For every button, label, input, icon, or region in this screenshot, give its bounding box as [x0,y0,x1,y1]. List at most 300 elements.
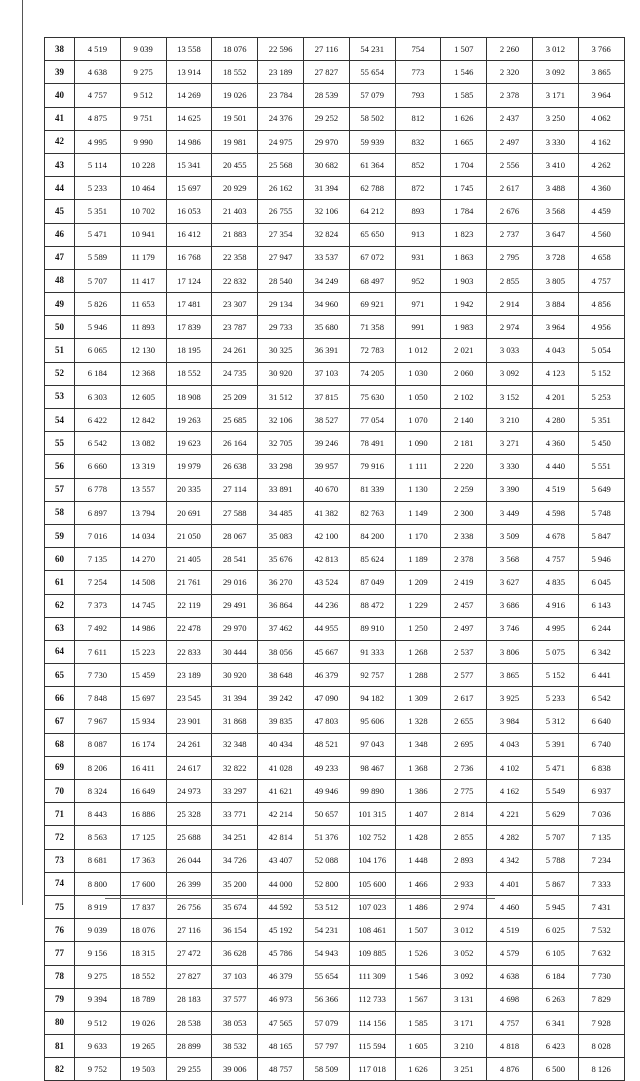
table-cell: 9 751 [120,107,166,130]
table-cell: 32 824 [303,223,349,246]
table-cell: 832 [395,130,441,153]
row-index-cell: 69 [45,756,75,779]
table-cell: 7 135 [578,826,624,849]
table-cell: 5 391 [532,733,578,756]
table-cell: 114 156 [349,1011,395,1034]
table-cell: 3 806 [487,640,533,663]
table-cell: 4 876 [487,1058,533,1081]
table-cell: 5 946 [75,316,121,339]
table-cell: 16 174 [120,733,166,756]
table-cell: 20 691 [166,501,212,524]
row-index-cell: 39 [45,61,75,84]
table-cell: 13 914 [166,61,212,84]
table-cell: 4 519 [487,919,533,942]
table-cell: 22 596 [258,38,304,61]
table-cell: 37 103 [212,965,258,988]
table-row [45,803,625,826]
table-cell: 7 016 [75,524,121,547]
table-cell: 11 179 [120,246,166,269]
table-cell: 25 209 [212,385,258,408]
table-cell: 1 130 [395,478,441,501]
table-cell: 1 704 [441,153,487,176]
table-cell: 20 455 [212,153,258,176]
table-cell: 41 028 [258,756,304,779]
table-cell: 35 674 [212,895,258,918]
table-cell: 39 242 [258,687,304,710]
table-cell: 48 521 [303,733,349,756]
table-cell: 6 184 [75,362,121,385]
table-cell: 4 162 [487,780,533,803]
table-cell: 37 815 [303,385,349,408]
table-cell: 3 271 [487,432,533,455]
table-cell: 34 249 [303,269,349,292]
table-cell: 2 795 [487,246,533,269]
table-cell: 34 726 [212,849,258,872]
table-cell: 6 441 [578,664,624,687]
table-cell: 29 491 [212,594,258,617]
table-cell: 27 354 [258,223,304,246]
table-cell: 3 568 [532,200,578,223]
table-cell: 54 231 [349,38,395,61]
table-cell: 1 448 [395,849,441,872]
table-cell: 14 745 [120,594,166,617]
table-cell: 2 437 [487,107,533,130]
table-cell: 15 223 [120,640,166,663]
table-cell: 32 106 [258,409,304,432]
table-cell: 5 788 [532,849,578,872]
table-cell: 13 794 [120,501,166,524]
table-row [45,362,625,385]
table-cell: 16 649 [120,780,166,803]
table-cell: 16 412 [166,223,212,246]
table-cell: 78 491 [349,432,395,455]
table-cell: 58 509 [303,1058,349,1081]
table-cell: 4 043 [532,339,578,362]
table-cell: 57 797 [303,1035,349,1058]
table-cell: 7 254 [75,571,121,594]
row-index-cell: 38 [45,38,75,61]
table-cell: 1 030 [395,362,441,385]
table-row [45,548,625,571]
row-index-cell: 68 [45,733,75,756]
table-cell: 2 378 [487,84,533,107]
table-cell: 6 045 [578,571,624,594]
table-cell: 71 358 [349,316,395,339]
table-cell: 24 975 [258,130,304,153]
table-cell: 38 648 [258,664,304,687]
table-cell: 18 789 [120,988,166,1011]
table-cell: 1 486 [395,895,441,918]
table-row [45,988,625,1011]
row-index-cell: 57 [45,478,75,501]
table-cell: 33 537 [303,246,349,269]
table-cell: 6 342 [578,640,624,663]
table-cell: 3 152 [487,385,533,408]
row-index-cell: 70 [45,780,75,803]
table-cell: 29 016 [212,571,258,594]
table-cell: 23 787 [212,316,258,339]
table-cell: 2 338 [441,524,487,547]
table-cell: 17 125 [120,826,166,849]
table-cell: 30 682 [303,153,349,176]
table-cell: 4 062 [578,107,624,130]
table-cell: 1 229 [395,594,441,617]
table-cell: 4 262 [578,153,624,176]
table-cell: 5 253 [578,385,624,408]
table-cell: 793 [395,84,441,107]
table-cell: 7 036 [578,803,624,826]
table-cell: 11 653 [120,293,166,316]
table-cell: 4 519 [532,478,578,501]
table-cell: 4 519 [75,38,121,61]
table-cell: 1 507 [395,919,441,942]
table-cell: 49 946 [303,780,349,803]
table-cell: 43 524 [303,571,349,594]
table-cell: 29 970 [212,617,258,640]
table-cell: 2 617 [487,177,533,200]
table-cell: 2 220 [441,455,487,478]
table-cell: 17 839 [166,316,212,339]
table-cell: 913 [395,223,441,246]
table-cell: 3 509 [487,524,533,547]
table-cell: 2 378 [441,548,487,571]
row-index-cell: 51 [45,339,75,362]
table-cell: 117 018 [349,1058,395,1081]
table-cell: 9 990 [120,130,166,153]
table-cell: 91 333 [349,640,395,663]
table-cell: 1 111 [395,455,441,478]
table-cell: 102 752 [349,826,395,849]
table-cell: 2 320 [487,61,533,84]
table-cell: 17 363 [120,849,166,872]
table-cell: 19 265 [120,1035,166,1058]
table-cell: 3 746 [487,617,533,640]
table-cell: 6 778 [75,478,121,501]
table-row [45,200,625,223]
table-cell: 18 315 [120,942,166,965]
table-cell: 49 233 [303,756,349,779]
table-cell: 26 164 [212,432,258,455]
table-cell: 1 170 [395,524,441,547]
table-cell: 27 827 [303,61,349,84]
table-cell: 5 054 [578,339,624,362]
table-cell: 25 688 [166,826,212,849]
table-cell: 87 049 [349,571,395,594]
table-cell: 21 403 [212,200,258,223]
table-cell: 29 255 [166,1058,212,1081]
table-cell: 94 182 [349,687,395,710]
table-cell: 25 328 [166,803,212,826]
table-cell: 97 043 [349,733,395,756]
table-cell: 3 012 [532,38,578,61]
table-cell: 34 960 [303,293,349,316]
table-cell: 32 106 [303,200,349,223]
table-cell: 82 763 [349,501,395,524]
table-cell: 2 021 [441,339,487,362]
table-cell: 1 268 [395,640,441,663]
table-cell: 6 740 [578,733,624,756]
table-cell: 7 135 [75,548,121,571]
row-index-cell: 47 [45,246,75,269]
table-cell: 22 358 [212,246,258,269]
table-cell: 3 488 [532,177,578,200]
table-cell: 19 981 [212,130,258,153]
table-cell: 3 131 [441,988,487,1011]
table-cell: 2 102 [441,385,487,408]
table-cell: 13 319 [120,455,166,478]
table-cell: 3 092 [441,965,487,988]
table-cell: 28 183 [166,988,212,1011]
table-cell: 5 629 [532,803,578,826]
table-cell: 15 697 [120,687,166,710]
footer-rule [105,898,495,899]
row-index-cell: 76 [45,919,75,942]
table-cell: 39 006 [212,1058,258,1081]
table-cell: 8 206 [75,756,121,779]
table-row [45,478,625,501]
table-cell: 68 497 [349,269,395,292]
table-cell: 3 865 [487,664,533,687]
table-cell: 92 757 [349,664,395,687]
table-cell: 32 822 [212,756,258,779]
table-cell: 12 842 [120,409,166,432]
table-cell: 89 910 [349,617,395,640]
table-cell: 29 970 [303,130,349,153]
table-cell: 2 736 [441,756,487,779]
table-cell: 16 768 [166,246,212,269]
table-cell: 5 471 [532,756,578,779]
table-cell: 4 201 [532,385,578,408]
table-cell: 5 826 [75,293,121,316]
table-cell: 6 838 [578,756,624,779]
table-cell: 18 076 [212,38,258,61]
row-index-cell: 55 [45,432,75,455]
table-row [45,664,625,687]
table-cell: 14 269 [166,84,212,107]
table-cell: 34 251 [212,826,258,849]
table-cell: 6 244 [578,617,624,640]
table-cell: 28 067 [212,524,258,547]
table-cell: 32 348 [212,733,258,756]
table-cell: 16 411 [120,756,166,779]
table-cell: 16 886 [120,803,166,826]
table-cell: 31 512 [258,385,304,408]
table-cell: 5 152 [532,664,578,687]
table-cell: 29 252 [303,107,349,130]
table-cell: 40 434 [258,733,304,756]
table-cell: 38 532 [212,1035,258,1058]
table-cell: 5 351 [578,409,624,432]
table-cell: 37 462 [258,617,304,640]
table-cell: 25 685 [212,409,258,432]
table-cell: 6 897 [75,501,121,524]
table-cell: 1 386 [395,780,441,803]
table-cell: 5 114 [75,153,121,176]
table-cell: 10 941 [120,223,166,246]
table-cell: 15 697 [166,177,212,200]
table-cell: 65 650 [349,223,395,246]
row-index-cell: 52 [45,362,75,385]
table-cell: 9 512 [120,84,166,107]
row-index-cell: 78 [45,965,75,988]
row-index-cell: 71 [45,803,75,826]
table-cell: 1 466 [395,872,441,895]
table-cell: 3 805 [532,269,578,292]
table-cell: 28 899 [166,1035,212,1058]
table-row [45,107,625,130]
row-index-cell: 50 [45,316,75,339]
table-cell: 26 638 [212,455,258,478]
table-cell: 6 143 [578,594,624,617]
table-cell: 4 638 [75,61,121,84]
left-margin-rule [22,0,23,905]
table-cell: 27 588 [212,501,258,524]
table-cell: 26 755 [258,200,304,223]
table-cell: 10 228 [120,153,166,176]
table-cell: 31 394 [303,177,349,200]
table-cell: 2 259 [441,478,487,501]
table-cell: 2 140 [441,409,487,432]
row-index-cell: 44 [45,177,75,200]
table-row [45,409,625,432]
table-row [45,594,625,617]
table-cell: 22 833 [166,640,212,663]
table-cell: 18 908 [166,385,212,408]
table-cell: 19 026 [212,84,258,107]
table-cell: 1 149 [395,501,441,524]
table-row [45,1035,625,1058]
table-cell: 4 598 [532,501,578,524]
table-cell: 22 832 [212,269,258,292]
table-cell: 30 325 [258,339,304,362]
row-index-cell: 53 [45,385,75,408]
table-cell: 36 628 [212,942,258,965]
table-cell: 32 705 [258,432,304,455]
table-cell: 11 893 [120,316,166,339]
table-cell: 3 728 [532,246,578,269]
table-cell: 1 784 [441,200,487,223]
data-table [44,37,625,1081]
table-cell: 4 678 [532,524,578,547]
table-cell: 75 630 [349,385,395,408]
table-cell: 5 351 [75,200,121,223]
table-cell: 6 423 [532,1035,578,1058]
table-cell: 1 626 [395,1058,441,1081]
table-cell: 2 577 [441,664,487,687]
row-index-cell: 67 [45,710,75,733]
table-cell: 4 459 [578,200,624,223]
table-cell: 9 039 [120,38,166,61]
table-cell: 46 379 [258,965,304,988]
table-cell: 2 855 [487,269,533,292]
table-cell: 58 502 [349,107,395,130]
table-cell: 39 957 [303,455,349,478]
table-cell: 8 681 [75,849,121,872]
table-cell: 4 757 [487,1011,533,1034]
row-index-cell: 72 [45,826,75,849]
table-cell: 5 233 [75,177,121,200]
table-cell: 67 072 [349,246,395,269]
table-cell: 12 130 [120,339,166,362]
table-cell: 3 686 [487,594,533,617]
table-row [45,432,625,455]
table-cell: 4 757 [578,269,624,292]
table-cell: 2 617 [441,687,487,710]
table-cell: 7 234 [578,849,624,872]
table-cell: 38 053 [212,1011,258,1034]
table-cell: 6 065 [75,339,121,362]
table-cell: 1 585 [441,84,487,107]
table-cell: 14 986 [166,130,212,153]
table-cell: 81 339 [349,478,395,501]
table-cell: 3 884 [532,293,578,316]
table-cell: 5 847 [578,524,624,547]
table-cell: 21 050 [166,524,212,547]
table-cell: 3 627 [487,571,533,594]
table-row [45,965,625,988]
row-index-cell: 49 [45,293,75,316]
table-cell: 9 275 [120,61,166,84]
table-row [45,942,625,965]
table-cell: 1 348 [395,733,441,756]
table-cell: 2 181 [441,432,487,455]
table-cell: 9 752 [75,1058,121,1081]
table-row [45,687,625,710]
table-cell: 19 503 [120,1058,166,1081]
table-cell: 812 [395,107,441,130]
table-cell: 4 956 [578,316,624,339]
table-cell: 2 914 [487,293,533,316]
table-cell: 45 667 [303,640,349,663]
table-cell: 4 043 [487,733,533,756]
table-row [45,84,625,107]
table-cell: 4 102 [487,756,533,779]
table-cell: 69 921 [349,293,395,316]
table-cell: 1 288 [395,664,441,687]
table-cell: 40 670 [303,478,349,501]
table-cell: 4 440 [532,455,578,478]
table-cell: 4 579 [487,942,533,965]
table-cell: 1 407 [395,803,441,826]
table-cell: 5 946 [578,548,624,571]
table-cell: 30 920 [212,664,258,687]
table-cell: 3 092 [532,61,578,84]
table-cell: 7 730 [75,664,121,687]
table-body [45,38,625,1081]
row-index-cell: 56 [45,455,75,478]
table-cell: 12 605 [120,385,166,408]
table-cell: 4 280 [532,409,578,432]
table-row [45,61,625,84]
table-cell: 5 471 [75,223,121,246]
table-cell: 4 757 [532,548,578,571]
table-cell: 9 156 [75,942,121,965]
table-cell: 24 973 [166,780,212,803]
table-cell: 88 472 [349,594,395,617]
table-cell: 20 929 [212,177,258,200]
table-cell: 19 979 [166,455,212,478]
table-cell: 51 376 [303,826,349,849]
table-cell: 5 075 [532,640,578,663]
row-index-cell: 54 [45,409,75,432]
table-cell: 48 757 [258,1058,304,1081]
table-cell: 4 560 [578,223,624,246]
table-cell: 1 526 [395,942,441,965]
table-row [45,339,625,362]
table-cell: 24 735 [212,362,258,385]
row-index-cell: 80 [45,1011,75,1034]
table-cell: 1 983 [441,316,487,339]
